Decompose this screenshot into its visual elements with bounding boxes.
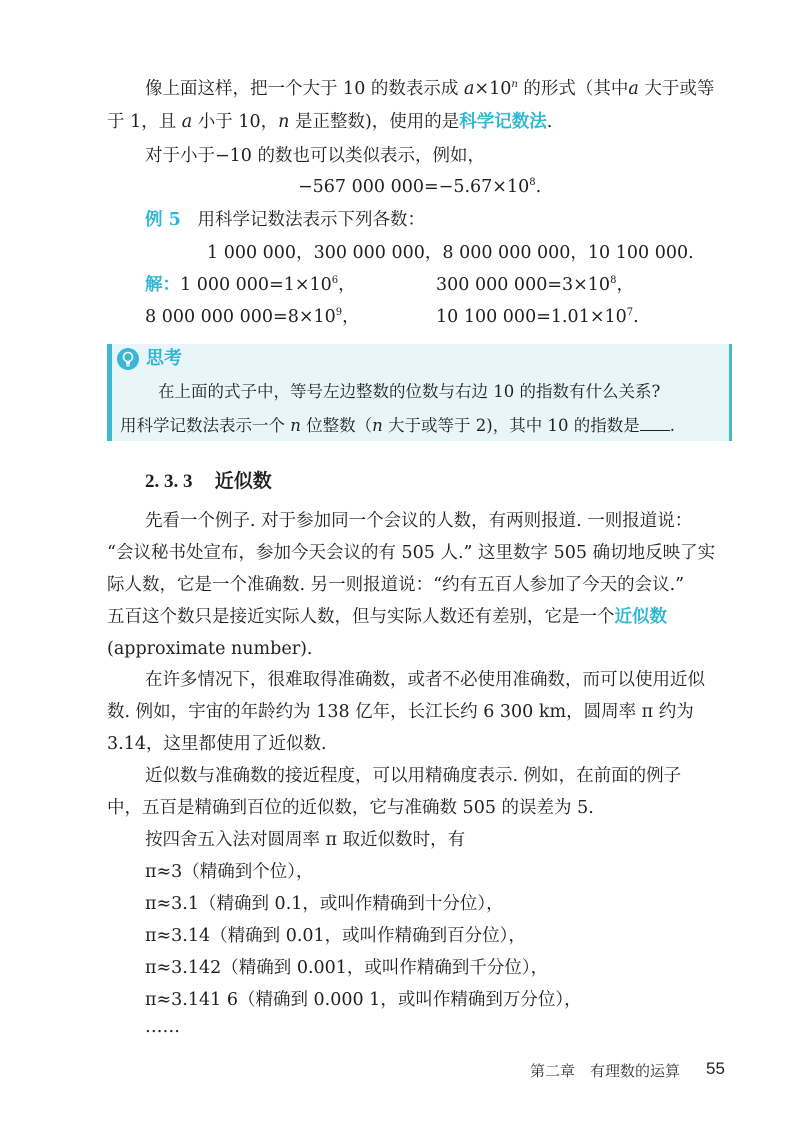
para3-line2: “会议秘书处宣布，参加今天会议的有 505 人.” 这里数字 505 确切地反映了实 [107,543,716,563]
para3-line1: 先看一个例子. 对于参加同一个会议的人数，有两则报道. 一则报道说： [145,511,693,531]
solution-4: 10 100 $000=1.01\times 10^7$. [436,307,639,327]
solution-label: 解： [145,275,180,295]
pi-approx-item: π≈3.14（精确到 0.01，或叫作精确到百分位）， [145,926,526,946]
think-question-1: 在上面的式子中，等号左边整数的位数与右边 10 的指数有什么关系? [158,382,661,401]
para1-line2: 于 1，且 a 小于 10，n 是正整数)，使用的是科学记数法. [107,112,553,132]
page-number: 55 [706,1059,725,1078]
section-title: 近似数 [214,470,272,492]
pi-approx-item: π≈3（精确到个位）， [145,862,314,882]
chapter-title: 第二章 有理数的运算 [530,1062,681,1080]
para3-line5: (approximate number). [107,639,313,659]
think-title: 思考 [146,348,182,369]
para2-text: 对于小于−10 的数也可以类似表示，例如， [145,146,485,166]
para4-line1: 在许多情况下，很难取得准确数，或者不必使用准确数，而可以使用近似 [145,670,705,690]
para5-line2: 中，五百是精确到百位的近似数，它与准确数 505 的误差为 5. [107,798,594,818]
para3-line4: 五百这个数只是接近实际人数，但与实际人数还有差别，它是一个近似数 [107,607,667,627]
para1-line1: 像上面这样，把一个大于 10 的数表示成 $a\times 10^n$ 的形式（其中a 大于或等 [145,79,715,99]
section-heading [145,468,272,495]
example5-heading: 例 5 用科学记数法表示下列各数： [145,210,425,230]
para3-line3: 际人数，它是一个准确数. 另一则报道说：“约有五百人参加了今天的会议.” [107,575,685,595]
solution-3: 8 000 000 $000=8\times 10^9$， [145,307,360,327]
para6-intro: 按四舍五入法对圆周率 π 取近似数时，有 [145,830,466,850]
solution-2: 300 000 $000=3\times 10^8$， [436,275,634,295]
term-scientific-notation: 科学记数法 [459,112,547,132]
ellipsis: …… [145,1017,180,1037]
section-number: 2. 3. 3 [145,471,193,492]
para5-line1: 近似数与准确数的接近程度，可以用精确度表示. 例如，在前面的例子 [145,766,682,786]
pi-approx-item: π≈3.141 6（精确到 0.000 1，或叫作精确到万分位）， [145,990,582,1010]
answer-blank [640,414,670,431]
para2-formula: −567 000 $000=-5.67\times 10^8$. [298,177,542,197]
para4-line2: 数. 例如，宇宙的年龄约为 138 亿年，长江长约 6 300 km，圆周率 π 约为 [107,702,694,722]
solution-1: 解：1 000 $000=1\times 10^6$， [145,275,356,295]
pi-approx-item: π≈3.1（精确到 0.1，或叫作精确到十分位）， [145,894,504,914]
think-question-2: 用科学记数法表示一个 n 位整数（n 大于或等于 2)，其中 10 的指数是 . [120,416,675,435]
para4-line3: 3.14，这里都使用了近似数. [107,734,327,754]
lightbulb-icon [117,348,139,370]
term-approximate-number: 近似数 [614,607,667,627]
pi-approx-item: π≈3.142（精确到 0.001，或叫作精确到千分位）， [145,958,549,978]
example-label: 例 5 [145,210,181,230]
example5-numbers: 1 000 000，300 000 000，8 000 000 000，10 100 000. [207,243,694,263]
